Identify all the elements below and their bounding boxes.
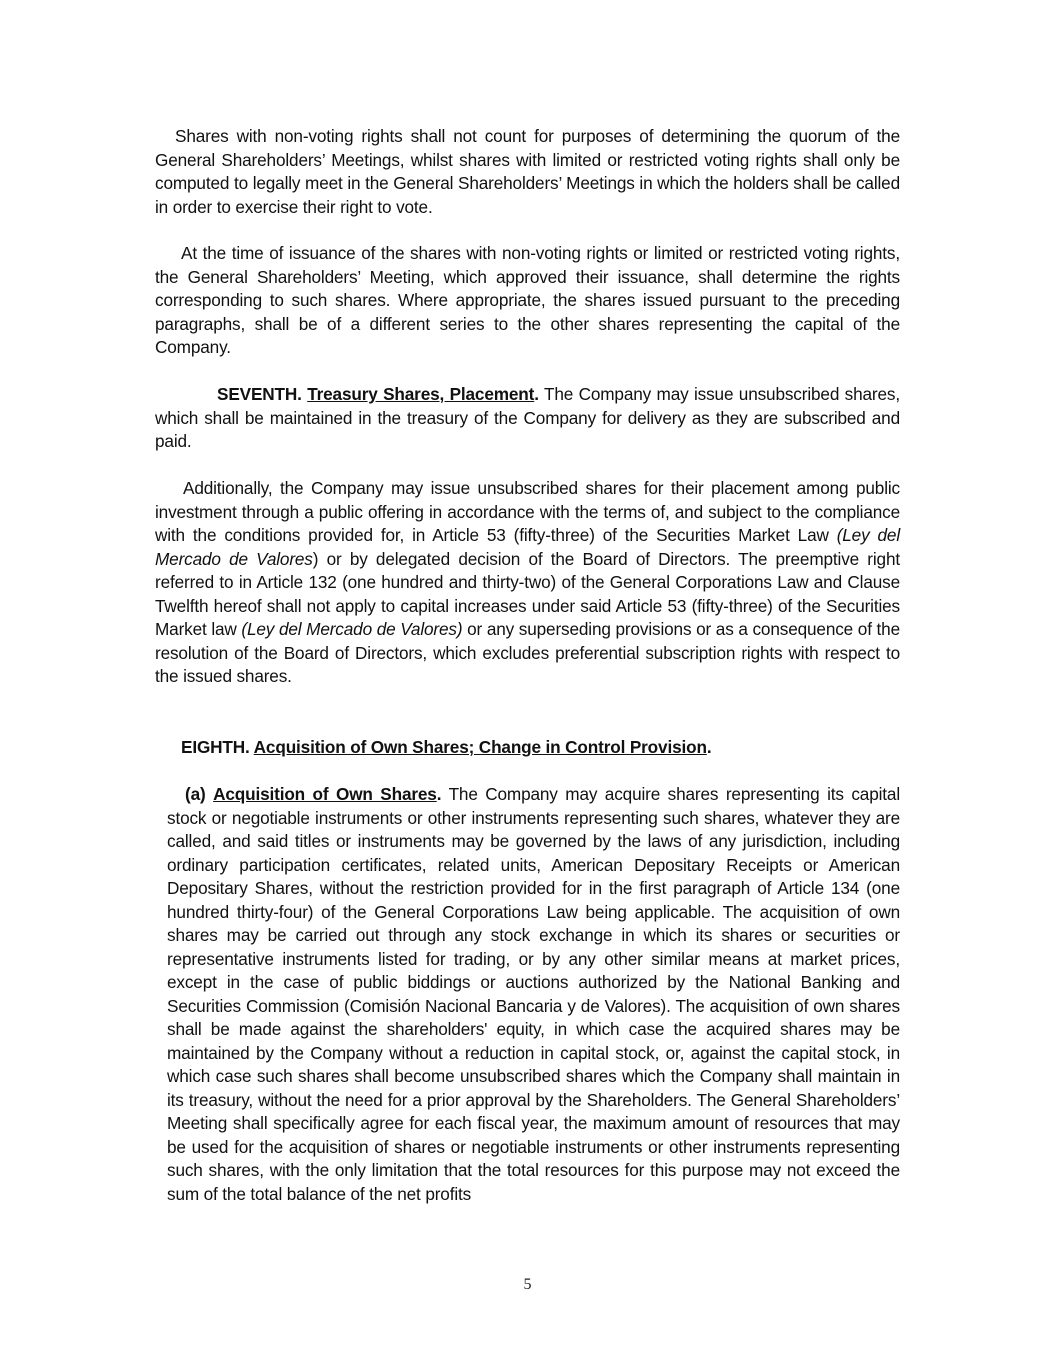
paragraph-text: Additionally, the Company may issue unsubscribed shares for their placement among public investment through a public offering in accordance with the terms of, and subject to the compliance with the conditions provided for, in Article 53 (fifty-three) of the Securities Market Law (155, 478, 900, 545)
clause-seventh (155, 383, 900, 454)
clause-title: Treasury Shares, Placement (307, 384, 535, 404)
subclause-title: Acquisition of Own Shares (213, 784, 437, 804)
italic-spanish-law-name: (Ley del Mercado de Valores (155, 525, 900, 569)
clause-label: SEVENTH. (217, 384, 302, 404)
clause-body: The Company may issue unsubscribed shares, which shall be maintained in the treasury of the Company for delivery as they are subscribed and paid. (155, 384, 900, 451)
subclause-eighth-a (167, 783, 900, 1206)
paragraph-public-offering (155, 477, 900, 689)
clause-eighth-heading (181, 736, 901, 760)
subclause-label: (a) (185, 784, 206, 804)
paragraph-non-voting-quorum (155, 125, 900, 219)
clause-label: EIGHTH. (181, 737, 250, 757)
paragraph-text: At the time of issuance of the shares with non-voting rights or limited or restricted voting rights, the General Shareholders’ Meeting, which approved their issuance, shall determine the rights corresponding to such shares. Where appropriate, the shares issued pursuant to the preceding paragraphs, shall be of a different series to the other shares representing the capital of the Company. (155, 243, 900, 357)
italic-spanish-law-name: (Ley del Mercado de Valores) (241, 619, 463, 639)
paragraph-text: Shares with non-voting rights shall not count for purposes of determining the quorum of the General Shareholders’ Meetings, whilst shares with limited or restricted voting rights shall only be computed to legally meet in the General Shareholders’ Meetings in which the holders shall be called in order to exercise their right to vote. (155, 126, 900, 217)
paragraph-issuance-rights (155, 242, 900, 360)
paragraph-text: or any superseding provisions or as a consequence of the resolution of the Board of Directors, which excludes preferential subscription rights with respect to the issued shares. (155, 619, 901, 686)
subclause-body: The Company may acquire shares representing its capital stock or negotiable instruments or other instruments representing such shares, whatever they are called, and said titles or instruments may be governed by the laws of any jurisdiction, including ordinary participation certificates, related units, American Depositary Receipts or American Depositary Shares, without the restriction provided for in the first paragraph of Article 134 (one hundred thirty-four) of the General Corporations Law being applicable. The acquisition of own shares may be carried out through any stock exchange in which its shares or securities or representative instruments listed for trading, or by any other similar means at market prices, except in the case of public biddings or auctions authorized by the National Banking and Securities Commission (Comisión Nacional Bancaria y de Valores). The acquisition of own shares shall be made against the shareholders' equity, in which case the acquired shares may be maintained by the Company without a reduction in capital stock, or, against the capital stock, in which case such shares shall become unsubscribed shares which the Company shall maintain in its treasury, without the need for a prior approval by the Shareholders. The General Shareholders’ Meeting shall specifically agree for each fiscal year, the maximum amount of resources that may be used for the acquisition of shares or negotiable instruments or other instruments representing such shares, with the only limitation that the total resources for this purpose may not exceed the sum of the total balance of the net profits (167, 784, 900, 1204)
subclause-title-period: . (436, 784, 442, 804)
paragraph-text: ) or by delegated decision of the Board of Directors. The preemptive right referred to in Article 132 (one hundred and thirty-two) of the General Corporations Law and Clause Twelfth hereof shall not apply to capital increases under said Article 53 (fifty-three) of the Securities Market law (155, 548, 900, 639)
clause-title-period: . (706, 737, 712, 757)
page-number: 5 (523, 1276, 532, 1293)
clause-title-period: . (534, 384, 539, 404)
clause-title: Acquisition of Own Shares; Change in Control Provision (253, 737, 707, 757)
